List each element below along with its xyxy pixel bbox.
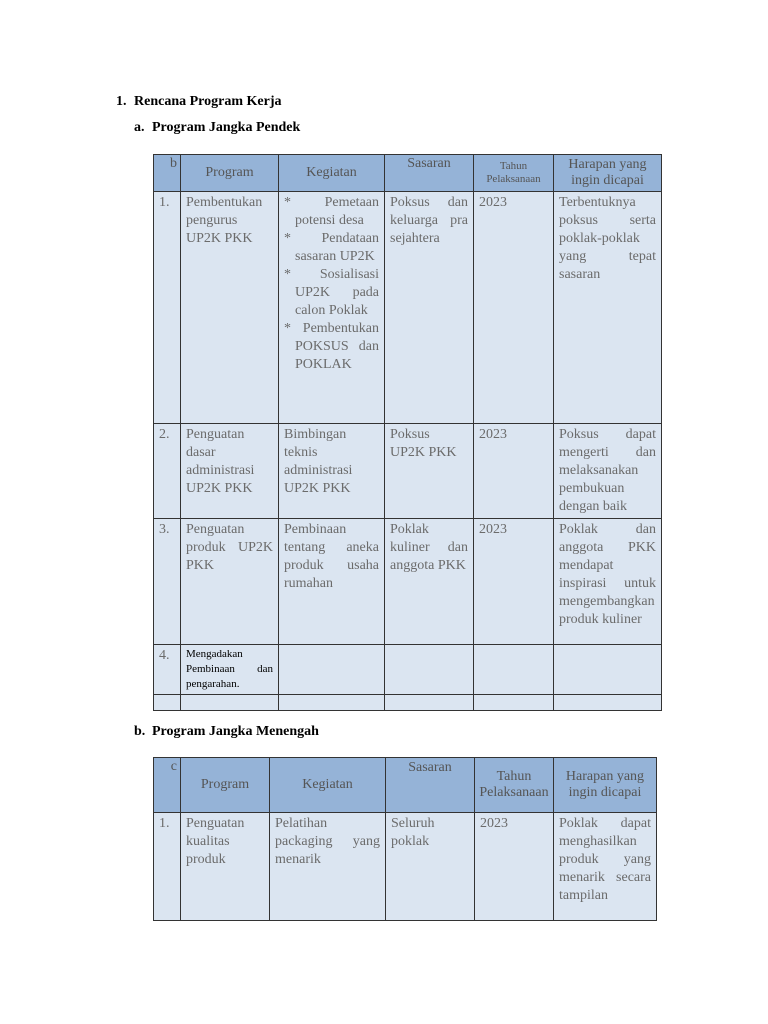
cell-harapan: Poklak dan anggota PKK mendapat inspirasi untuk mengembangkan produk kuliner [554,519,662,645]
header-kegiatan: Kegiatan [279,155,385,192]
header-program: Program [181,758,270,813]
table-header-row [154,758,657,813]
cell-program: Pembentukan pengurus UP2K PKK [181,192,279,424]
header-no: c [154,758,181,813]
cell-program: Mengadakan Pembinaan dan pengarahan. [181,645,279,695]
cell-no: 2. [154,424,181,519]
cell-no: 1. [154,192,181,424]
cell-harapan [554,645,662,695]
cell-tahun: 2023 [475,813,554,921]
empty-cell [279,695,385,711]
kegiatan-bullet: * Pembentukan POKSUS dan POKLAK [284,321,379,372]
table-row [154,424,662,519]
empty-cell [385,695,474,711]
cell-sasaran: Seluruh poklak [386,813,475,921]
header-kegiatan: Kegiatan [270,758,386,813]
cell-kegiatan: Pembinaan tentang aneka produk usaha rumahan [279,519,385,645]
subsection-a-heading [134,120,300,136]
medium-term-program-table [153,757,657,921]
cell-no: 1. [154,813,181,921]
cell-program: Penguatan kualitas produk [181,813,270,921]
empty-cell [474,695,554,711]
kegiatan-bullet: * Pendataan sasaran UP2K [284,231,379,264]
cell-kegiatan: Bimbingan teknis administrasi UP2K PKK [279,424,385,519]
subsection-b-title: Program Jangka Menengah [152,724,319,739]
cell-harapan: Terbentuknya poksus serta poklak-poklak yang tepat sasaran [554,192,662,424]
cell-kegiatan [279,645,385,695]
cell-sasaran: Poksus dan keluarga pra sejahtera [385,192,474,424]
header-harapan: Harapan yang ingin dicapai [554,758,657,813]
subsection-a-letter: a. [134,120,145,135]
subsection-a-title: Program Jangka Pendek [152,120,301,135]
header-no: b [154,155,181,192]
cell-no: 3. [154,519,181,645]
cell-tahun [474,645,554,695]
table-row [154,645,662,695]
cell-kegiatan: Pelatihan packaging yang menarik [270,813,386,921]
cell-harapan: Poksus dapat mengerti dan melaksanakan pembukuan dengan baik [554,424,662,519]
section-title: Rencana Program Kerja [134,94,282,109]
header-sasaran: Sasaran [385,155,474,192]
cell-sasaran [385,645,474,695]
table-header-row [154,155,662,192]
cell-no: 4. [154,645,181,695]
cell-harapan: Poklak dapat menghasilkan produk yang menarik secara tampilan [554,813,657,921]
table-row-empty [154,695,662,711]
table-row [154,192,662,424]
header-tahun: Tahun Pelaksanaan [474,155,554,192]
kegiatan-bullet: * Pemetaan potensi desa [284,195,379,228]
kegiatan-bullet: * Sosialisasi UP2K pada calon Poklak [284,267,379,318]
subsection-b-letter: b. [134,724,146,739]
cell-tahun: 2023 [474,519,554,645]
cell-program: Penguatan dasar administrasi UP2K PKK [181,424,279,519]
empty-cell [181,695,279,711]
header-tahun: Tahun Pelaksanaan [475,758,554,813]
table-row [154,813,657,921]
subsection-b-heading [134,724,319,740]
section-heading [116,94,281,110]
empty-cell [554,695,662,711]
cell-sasaran: Poksus UP2K PKK [385,424,474,519]
header-program: Program [181,155,279,192]
section-number: 1. [116,94,127,109]
header-sasaran: Sasaran [386,758,475,813]
cell-tahun: 2023 [474,192,554,424]
empty-cell [154,695,181,711]
cell-tahun: 2023 [474,424,554,519]
header-harapan: Harapan yang ingin dicapai [554,155,662,192]
short-term-program-table [153,154,662,711]
cell-sasaran: Poklak kuliner dan anggota PKK [385,519,474,645]
cell-program: Penguatan produk UP2K PKK [181,519,279,645]
table-row [154,519,662,645]
cell-kegiatan [279,192,385,424]
